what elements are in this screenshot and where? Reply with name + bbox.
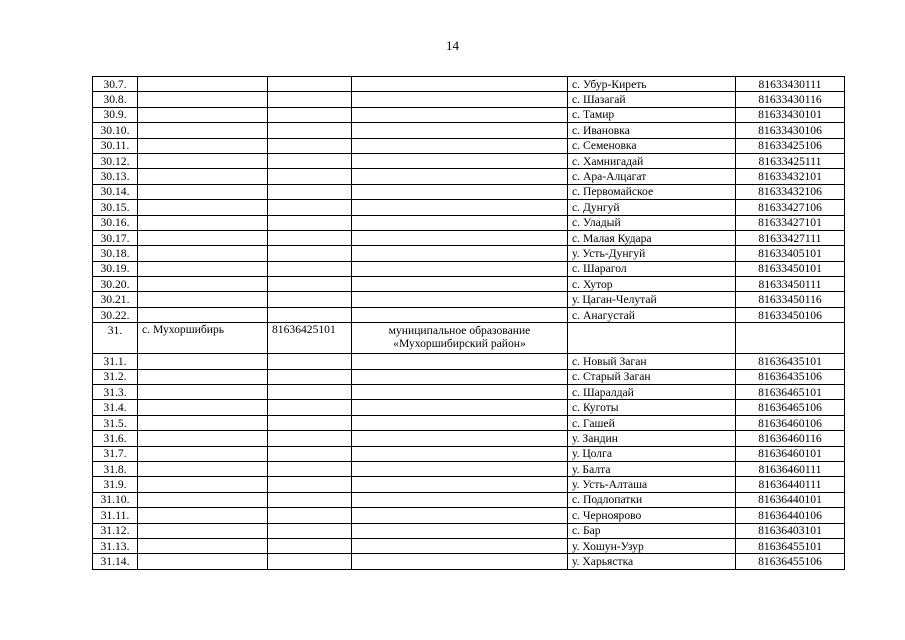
settlement-cell: с. Ивановка — [568, 123, 736, 138]
municipality-cell — [352, 523, 568, 538]
settlement-code-cell: 81636435106 — [736, 369, 845, 384]
municipality-cell — [352, 446, 568, 461]
settlement-code-cell: 81636455101 — [736, 538, 845, 553]
table-body — [93, 77, 845, 570]
municipality-cell — [352, 123, 568, 138]
center-name-cell — [138, 400, 268, 415]
center-name-cell — [138, 307, 268, 322]
center-code-cell — [268, 184, 352, 199]
center-name-cell: с. Мухоршибирь — [138, 323, 268, 354]
settlement-code-cell: 81633450116 — [736, 292, 845, 307]
settlement-cell: с. Черноярово — [568, 508, 736, 523]
center-code-cell — [268, 477, 352, 492]
table-row — [93, 246, 845, 261]
settlement-cell: с. Подлопатки — [568, 492, 736, 507]
center-name-cell — [138, 184, 268, 199]
row-number-cell: 31.9. — [93, 477, 138, 492]
municipality-cell — [352, 107, 568, 122]
row-number-cell: 31.2. — [93, 369, 138, 384]
center-code-cell — [268, 461, 352, 476]
center-code-cell — [268, 246, 352, 261]
center-code-cell — [268, 292, 352, 307]
settlement-code-cell: 81633432101 — [736, 169, 845, 184]
settlement-code-cell: 81633450101 — [736, 261, 845, 276]
settlement-code-cell: 81636435101 — [736, 354, 845, 369]
settlement-cell: у. Усть-Дунгуй — [568, 246, 736, 261]
row-number-cell: 31.5. — [93, 415, 138, 430]
settlement-cell: с. Уладый — [568, 215, 736, 230]
settlement-cell: с. Шазагай — [568, 92, 736, 107]
center-name-cell — [138, 77, 268, 92]
page-number: 14 — [446, 38, 459, 53]
row-number-cell: 31.8. — [93, 461, 138, 476]
municipality-cell — [352, 307, 568, 322]
row-number-cell: 31.13. — [93, 538, 138, 553]
row-number-cell: 30.8. — [93, 92, 138, 107]
center-code-cell — [268, 415, 352, 430]
table-row — [93, 184, 845, 199]
settlement-code-cell: 81633430116 — [736, 92, 845, 107]
settlement-code-cell: 81636465106 — [736, 400, 845, 415]
table-row — [93, 92, 845, 107]
center-name-cell — [138, 508, 268, 523]
settlement-code-cell: 81633425111 — [736, 153, 845, 168]
settlement-code-cell: 81636460116 — [736, 431, 845, 446]
settlement-cell: с. Первомайское — [568, 184, 736, 199]
table-row — [93, 385, 845, 400]
settlement-cell: с. Семеновка — [568, 138, 736, 153]
settlement-cell: у. Зандин — [568, 431, 736, 446]
row-number-cell: 31.7. — [93, 446, 138, 461]
center-code-cell — [268, 153, 352, 168]
municipality-cell — [352, 230, 568, 245]
center-name-cell — [138, 431, 268, 446]
center-code-cell — [268, 277, 352, 292]
municipality-cell — [352, 215, 568, 230]
settlement-code-cell: 81633427101 — [736, 215, 845, 230]
row-number-cell: 31.3. — [93, 385, 138, 400]
row-number-cell: 31.4. — [93, 400, 138, 415]
settlement-code-cell: 81633430111 — [736, 77, 845, 92]
table-row — [93, 123, 845, 138]
settlement-code-cell: 81633430101 — [736, 107, 845, 122]
row-number-cell: 30.18. — [93, 246, 138, 261]
municipality-cell — [352, 246, 568, 261]
row-number-cell: 30.21. — [93, 292, 138, 307]
settlements-table — [92, 76, 845, 570]
row-number-cell: 30.16. — [93, 215, 138, 230]
settlement-cell: с. Хамнигадай — [568, 153, 736, 168]
center-name-cell — [138, 215, 268, 230]
table-row — [93, 323, 845, 354]
center-name-cell — [138, 277, 268, 292]
table-row — [93, 554, 845, 569]
row-number-cell: 31.10. — [93, 492, 138, 507]
center-name-cell — [138, 446, 268, 461]
settlement-cell: с. Убур-Киреть — [568, 77, 736, 92]
center-code-cell — [268, 169, 352, 184]
center-name-cell — [138, 230, 268, 245]
center-code-cell — [268, 92, 352, 107]
table-row — [93, 307, 845, 322]
settlement-cell: с. Шарагол — [568, 261, 736, 276]
settlement-cell: у. Цаган-Челутай — [568, 292, 736, 307]
table-row — [93, 492, 845, 507]
table-row — [93, 230, 845, 245]
center-code-cell — [268, 400, 352, 415]
settlement-cell — [568, 323, 736, 354]
municipality-cell — [352, 400, 568, 415]
municipality-cell — [352, 92, 568, 107]
settlement-code-cell: 81636403101 — [736, 523, 845, 538]
center-name-cell — [138, 369, 268, 384]
center-name-cell — [138, 92, 268, 107]
table-row — [93, 107, 845, 122]
table-row — [93, 261, 845, 276]
settlement-code-cell: 81633432106 — [736, 184, 845, 199]
row-number-cell: 30.22. — [93, 307, 138, 322]
center-name-cell — [138, 415, 268, 430]
table-row — [93, 446, 845, 461]
center-name-cell — [138, 153, 268, 168]
center-name-cell — [138, 292, 268, 307]
center-code-cell — [268, 261, 352, 276]
table-row — [93, 461, 845, 476]
settlement-code-cell: 81633450106 — [736, 307, 845, 322]
center-name-cell — [138, 538, 268, 553]
table-row — [93, 523, 845, 538]
center-code-cell — [268, 446, 352, 461]
table-row — [93, 400, 845, 415]
settlement-code-cell: 81636460111 — [736, 461, 845, 476]
table-row — [93, 508, 845, 523]
settlement-cell: с. Дунгуй — [568, 200, 736, 215]
center-name-cell — [138, 169, 268, 184]
settlement-cell: с. Новый Заган — [568, 354, 736, 369]
settlement-code-cell: 81636455106 — [736, 554, 845, 569]
table-row — [93, 292, 845, 307]
municipality-cell — [352, 369, 568, 384]
center-name-cell — [138, 492, 268, 507]
municipality-cell — [352, 292, 568, 307]
center-code-cell — [268, 77, 352, 92]
center-name-cell — [138, 200, 268, 215]
municipality-cell — [352, 477, 568, 492]
settlement-cell: с. Куготы — [568, 400, 736, 415]
table-row — [93, 169, 845, 184]
center-code-cell — [268, 107, 352, 122]
municipality-cell — [352, 538, 568, 553]
row-number-cell: 30.12. — [93, 153, 138, 168]
settlement-cell: у. Цолга — [568, 446, 736, 461]
table-row — [93, 354, 845, 369]
settlement-cell: у. Хошун-Узур — [568, 538, 736, 553]
municipality-cell: муниципальное образование «Мухоршибирский район» — [352, 323, 568, 354]
settlement-code-cell: 81636440101 — [736, 492, 845, 507]
row-number-cell: 31. — [93, 323, 138, 354]
municipality-cell — [352, 508, 568, 523]
municipality-cell — [352, 492, 568, 507]
settlement-cell: с. Бар — [568, 523, 736, 538]
center-code-cell — [268, 538, 352, 553]
center-name-cell — [138, 385, 268, 400]
table-row — [93, 200, 845, 215]
settlement-cell: у. Усть-Алташа — [568, 477, 736, 492]
center-name-cell — [138, 477, 268, 492]
center-code-cell — [268, 123, 352, 138]
center-code-cell — [268, 508, 352, 523]
municipality-cell — [352, 153, 568, 168]
center-name-cell — [138, 554, 268, 569]
row-number-cell: 31.11. — [93, 508, 138, 523]
table-row — [93, 477, 845, 492]
settlement-code-cell: 81636460101 — [736, 446, 845, 461]
settlement-code-cell: 81633425106 — [736, 138, 845, 153]
row-number-cell: 31.1. — [93, 354, 138, 369]
settlement-code-cell: 81633427111 — [736, 230, 845, 245]
table-row — [93, 77, 845, 92]
municipality-cell — [352, 415, 568, 430]
center-name-cell — [138, 461, 268, 476]
row-number-cell: 31.14. — [93, 554, 138, 569]
table-row — [93, 153, 845, 168]
row-number-cell: 30.11. — [93, 138, 138, 153]
center-name-cell — [138, 523, 268, 538]
center-code-cell — [268, 431, 352, 446]
center-name-cell — [138, 354, 268, 369]
municipality-cell — [352, 184, 568, 199]
settlement-cell: с. Хутор — [568, 277, 736, 292]
municipality-cell — [352, 277, 568, 292]
settlement-code-cell: 81633450111 — [736, 277, 845, 292]
settlement-cell: с. Гашей — [568, 415, 736, 430]
municipality-cell — [352, 261, 568, 276]
center-code-cell — [268, 215, 352, 230]
municipality-cell — [352, 431, 568, 446]
center-name-cell — [138, 246, 268, 261]
row-number-cell: 30.13. — [93, 169, 138, 184]
row-number-cell: 30.15. — [93, 200, 138, 215]
settlement-code-cell: 81636440111 — [736, 477, 845, 492]
settlement-code-cell: 81633427106 — [736, 200, 845, 215]
settlement-cell: с. Ара-Алцагат — [568, 169, 736, 184]
municipality-cell — [352, 200, 568, 215]
center-code-cell — [268, 385, 352, 400]
table-row — [93, 369, 845, 384]
center-code-cell — [268, 354, 352, 369]
table-row — [93, 538, 845, 553]
center-name-cell — [138, 261, 268, 276]
center-name-cell — [138, 138, 268, 153]
table-row — [93, 415, 845, 430]
center-code-cell — [268, 138, 352, 153]
table-row — [93, 277, 845, 292]
settlement-code-cell: 81636460106 — [736, 415, 845, 430]
settlement-code-cell: 81633430106 — [736, 123, 845, 138]
row-number-cell: 30.14. — [93, 184, 138, 199]
municipality-cell — [352, 138, 568, 153]
municipality-cell — [352, 554, 568, 569]
table-row — [93, 215, 845, 230]
row-number-cell: 30.7. — [93, 77, 138, 92]
center-code-cell — [268, 523, 352, 538]
row-number-cell: 30.9. — [93, 107, 138, 122]
settlement-code-cell: 81636465101 — [736, 385, 845, 400]
settlement-cell: с. Тамир — [568, 107, 736, 122]
center-code-cell — [268, 230, 352, 245]
center-name-cell — [138, 123, 268, 138]
row-number-cell: 30.17. — [93, 230, 138, 245]
settlement-cell: с. Анагустай — [568, 307, 736, 322]
table-row — [93, 138, 845, 153]
settlement-cell: с. Старый Заган — [568, 369, 736, 384]
center-code-cell — [268, 307, 352, 322]
municipality-cell — [352, 169, 568, 184]
settlement-cell: с. Малая Кудара — [568, 230, 736, 245]
center-code-cell — [268, 369, 352, 384]
row-number-cell: 31.12. — [93, 523, 138, 538]
center-code-cell — [268, 492, 352, 507]
center-code-cell: 81636425101 — [268, 323, 352, 354]
settlement-cell: у. Харьястка — [568, 554, 736, 569]
row-number-cell: 30.10. — [93, 123, 138, 138]
municipality-cell — [352, 77, 568, 92]
settlement-code-cell: 81633405101 — [736, 246, 845, 261]
center-code-cell — [268, 554, 352, 569]
table-row — [93, 431, 845, 446]
center-name-cell — [138, 107, 268, 122]
center-code-cell — [268, 200, 352, 215]
settlement-cell: у. Балта — [568, 461, 736, 476]
row-number-cell: 31.6. — [93, 431, 138, 446]
municipality-cell — [352, 385, 568, 400]
row-number-cell: 30.20. — [93, 277, 138, 292]
settlement-code-cell — [736, 323, 845, 354]
settlement-code-cell: 81636440106 — [736, 508, 845, 523]
municipality-cell — [352, 461, 568, 476]
settlement-cell: с. Шаралдай — [568, 385, 736, 400]
municipality-cell — [352, 354, 568, 369]
row-number-cell: 30.19. — [93, 261, 138, 276]
